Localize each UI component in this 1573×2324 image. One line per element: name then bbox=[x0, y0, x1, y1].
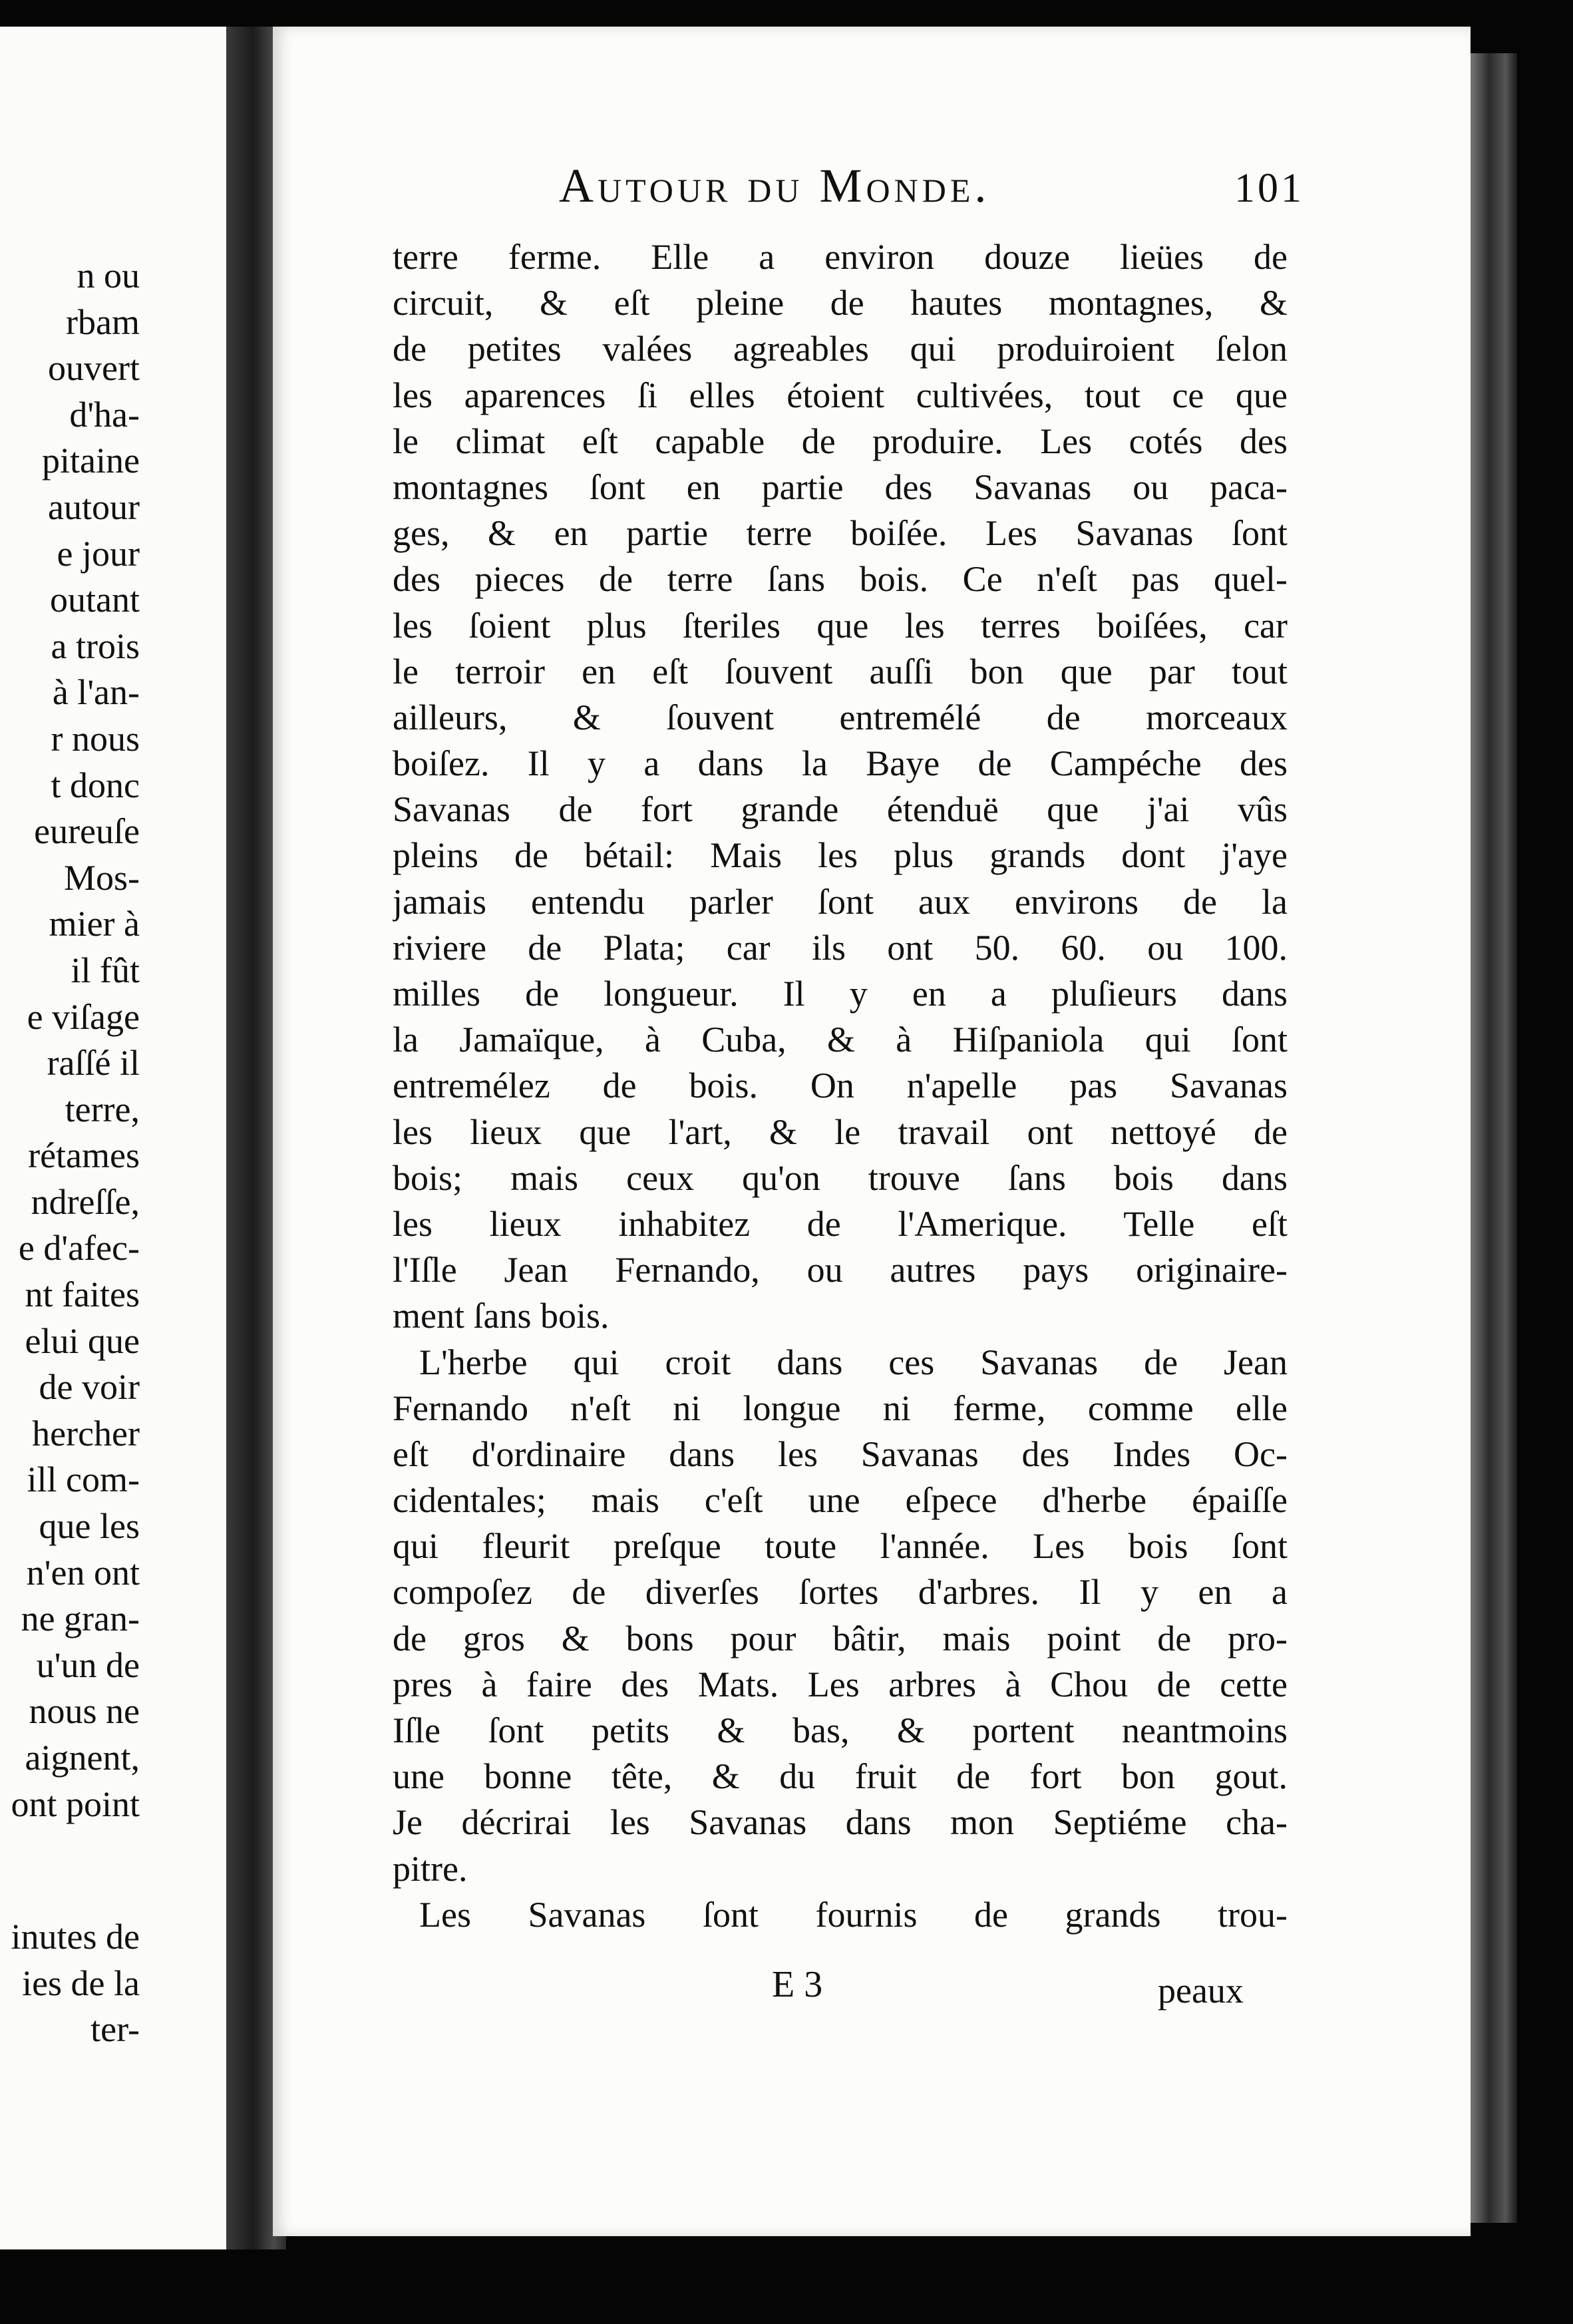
text-line: Savanas de fort grande étenduë que j'ai vûs bbox=[393, 789, 1288, 830]
text-line: pitre. bbox=[393, 1848, 468, 1889]
text-line: des pieces de terre ſans bois. Ce n'eſt pas quel- bbox=[393, 559, 1288, 600]
text-line: boiſez. Il y a dans la Baye de Campéche des bbox=[393, 743, 1288, 784]
text-line: Les Savanas ſont fournis de grands trou- bbox=[419, 1894, 1288, 1935]
text-line: entremélez de bois. On n'apelle pas Savanas bbox=[393, 1065, 1288, 1106]
facing-blank bbox=[0, 1828, 140, 1914]
text-line: milles de longueur. Il y en a pluſieurs dans bbox=[393, 974, 1288, 1014]
body-text bbox=[393, 234, 1288, 1938]
text-line: riviere de Plata; car ils ont 50. 60. ou 100. bbox=[393, 927, 1288, 968]
facing-line: autour bbox=[48, 486, 140, 527]
facing-line: ter- bbox=[90, 2009, 140, 2050]
text-line: ges, & en partie terre boiſée. Les Savanas ſont bbox=[393, 513, 1288, 554]
text-line: eſt d'ordinaire dans les Savanas des Indes Oc- bbox=[393, 1434, 1288, 1474]
facing-line: ne gran- bbox=[21, 1599, 140, 1639]
facing-page-left bbox=[0, 27, 236, 2249]
text-line: cidentales; mais c'eſt une eſpece d'herbe épaiſſe bbox=[393, 1480, 1288, 1521]
text-line: circuit, & eſt pleine de hautes montagnes, & bbox=[393, 283, 1288, 323]
facing-line: ont point bbox=[11, 1784, 140, 1824]
facing-line: Mos- bbox=[63, 857, 140, 898]
facing-line: t donc bbox=[51, 765, 140, 805]
text-line: de petites valées agreables qui produiroient ſelon bbox=[393, 329, 1288, 369]
facing-line: e jour bbox=[57, 533, 140, 574]
text-line: pres à faire des Mats. Les arbres à Chou de cette bbox=[393, 1664, 1288, 1704]
text-line: le climat eſt capable de produire. Les cotés des bbox=[393, 421, 1288, 461]
facing-line: e d'afec- bbox=[18, 1228, 140, 1268]
facing-line: d'ha- bbox=[69, 394, 140, 435]
facing-line: de voir bbox=[39, 1367, 140, 1408]
text-line: L'herbe qui croit dans ces Savanas de Jean bbox=[419, 1342, 1288, 1382]
facing-line: r nous bbox=[51, 718, 140, 759]
text-line: les aparences ſi elles étoient cultivées, tout ce que bbox=[393, 375, 1288, 415]
text-line: les ſoient plus ſteriles que les terres boiſées, car bbox=[393, 605, 1288, 646]
catchword: peaux bbox=[1158, 1971, 1244, 2011]
running-head bbox=[559, 158, 1304, 212]
facing-line: mier à bbox=[49, 904, 140, 944]
facing-line: hercher bbox=[32, 1413, 140, 1453]
facing-line: rétames bbox=[28, 1135, 140, 1176]
text-line: la Jamaïque, à Cuba, & à Hiſpaniola qui ſont bbox=[393, 1020, 1288, 1060]
facing-line: terre, bbox=[65, 1089, 140, 1129]
text-line: ailleurs, & ſouvent entremélé de morceaux bbox=[393, 697, 1288, 737]
text-line: l'Iſle Jean Fernando, ou autres pays originaire- bbox=[393, 1250, 1288, 1290]
text-line: Je décrirai les Savanas dans mon Septiéme cha- bbox=[393, 1802, 1288, 1843]
facing-line: u'un de bbox=[36, 1645, 140, 1685]
text-line: bois; mais ceux qu'on trouve ſans bois dans bbox=[393, 1157, 1288, 1198]
facing-line: raſſé il bbox=[47, 1043, 140, 1083]
facing-line: ndreſſe, bbox=[31, 1181, 140, 1222]
facing-line: inutes de bbox=[11, 1917, 140, 1957]
text-line: Fernando n'eſt ni longue ni ferme, comme elle bbox=[393, 1388, 1288, 1428]
page-number: 101 bbox=[1234, 166, 1304, 211]
running-title: Autour du Monde. bbox=[559, 159, 991, 212]
facing-line: rbam bbox=[66, 301, 140, 342]
text-line: Iſle ſont petits & bas, & portent neantmoins bbox=[393, 1710, 1288, 1750]
text-line: le terroir en eſt ſouvent auſſi bon que par tout bbox=[393, 651, 1288, 691]
text-line: pleins de bétail: Mais les plus grands dont j'aye bbox=[393, 835, 1288, 876]
facing-line: n'en ont bbox=[26, 1552, 140, 1593]
facing-line: nt faites bbox=[25, 1274, 140, 1315]
facing-line: pitaine bbox=[42, 441, 140, 481]
facing-line: outant bbox=[50, 580, 140, 620]
signature-mark: E 3 bbox=[772, 1964, 823, 2005]
text-line: montagnes ſont en partie des Savanas ou paca- bbox=[393, 467, 1288, 507]
text-line: les lieux inhabitez de l'Amerique. Telle eſt bbox=[393, 1203, 1288, 1244]
facing-line: nous ne bbox=[29, 1691, 140, 1732]
text-line: ment ſans bois. bbox=[393, 1296, 610, 1336]
facing-line: e viſage bbox=[27, 996, 140, 1037]
facing-line: ouvert bbox=[48, 348, 140, 389]
facing-line: aignent, bbox=[25, 1738, 140, 1778]
facing-line: n ou bbox=[77, 256, 140, 295]
text-line: les lieux que l'art, & le travail ont nettoyé de bbox=[393, 1111, 1288, 1152]
facing-line: elui que bbox=[25, 1320, 140, 1361]
facing-line: ies de la bbox=[22, 1963, 140, 2003]
text-line: qui fleurit preſque toute l'année. Les bois ſont bbox=[393, 1526, 1288, 1567]
facing-line: a trois bbox=[51, 626, 140, 666]
facing-line: eureuſe bbox=[34, 811, 140, 852]
text-line: jamais entendu parler ſont aux environs de la bbox=[393, 881, 1288, 922]
facing-line: il fût bbox=[71, 950, 140, 990]
facing-line: à l'an- bbox=[52, 672, 140, 713]
text-line: une bonne tête, & du fruit de fort bon gout. bbox=[393, 1756, 1288, 1797]
text-line: terre ferme. Elle a environ douze lieües de bbox=[393, 237, 1288, 277]
text-line: compoſez de diverſes ſortes d'arbres. Il y en a bbox=[393, 1572, 1288, 1613]
facing-line: ill com- bbox=[27, 1459, 140, 1500]
facing-page-text bbox=[0, 253, 140, 2053]
facing-line: que les bbox=[39, 1506, 140, 1547]
text-line: de gros & bons pour bâtir, mais point de pro- bbox=[393, 1618, 1288, 1658]
page-edge-shadow bbox=[1471, 53, 1517, 2223]
